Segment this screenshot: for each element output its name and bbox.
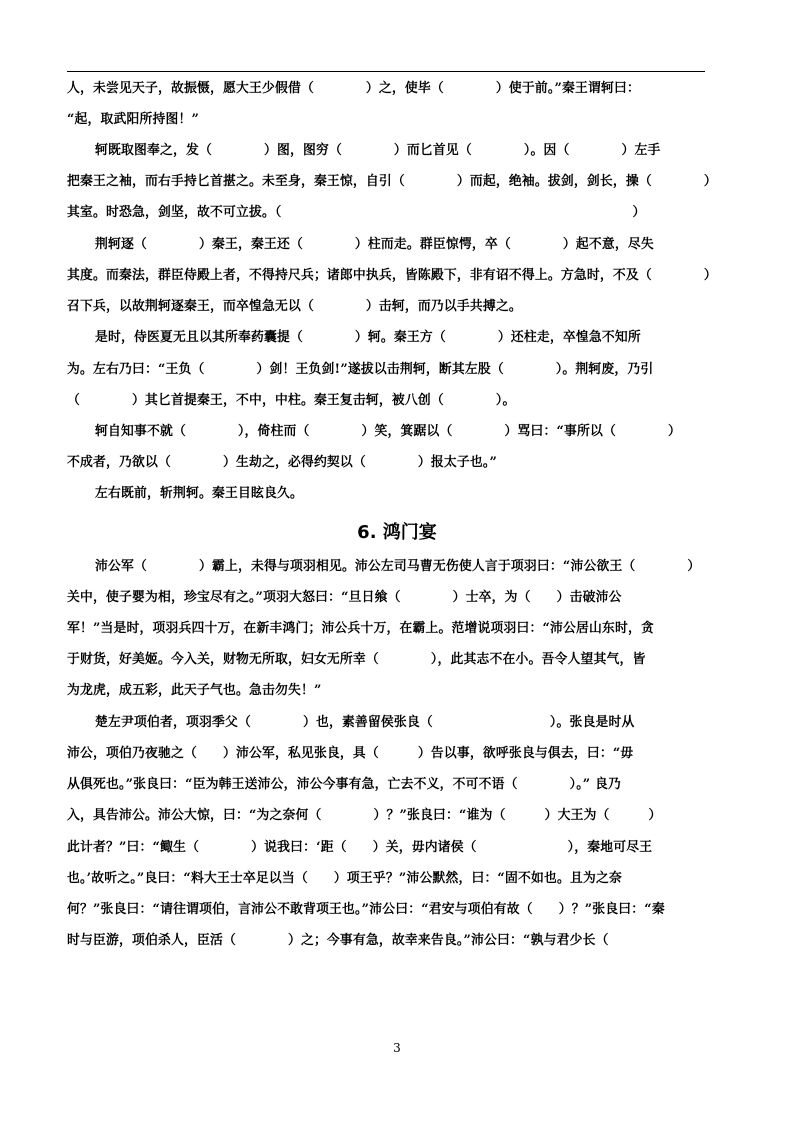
text-line: 于财货，好美姬。今入关，财物无所取，妇女无所幸（ ），此其志不在小。吾令人望其气，皆	[67, 652, 646, 667]
text-line: 关中，使子婴为相，珍宝尽有之。”项羽大怒曰：“旦日飨（ ）士卒，为（ ）击破沛公	[67, 590, 622, 605]
header-rule	[67, 71, 705, 72]
text-line: 其室。时恐急，剑坚，故不可立拔。（ ）	[67, 205, 646, 220]
text-line: “起，取武阳所持图！”	[67, 112, 200, 127]
text-line: 召下兵，以故荆轲逐秦王，而卒惶急无以（ ）击轲，而乃以手共搏之。	[67, 299, 522, 314]
text-line: 不成者，乃欲以（ ）生劫之，必得约契以（ ）报太子也。”	[67, 455, 498, 470]
text-line: 人，未尝见天子，故振慑，愿大王少假借（ ）之，使毕（ ）使于前。”秦王谓轲曰：	[67, 81, 641, 96]
text-line: 也。’故听之。”良曰：“料大王士卒足以当（ ）项王乎？”沛公默然，曰：“固不如也。且为之奈	[67, 871, 622, 886]
text-line: 是时，侍医夏无且以其所奉药囊提（ ）轲。秦王方（ ）还柱走，卒惶急不知所	[95, 330, 641, 345]
text-line: 楚左尹项伯者，项羽季父（ ）也，素善留侯张良（ ）。张良是时从	[95, 715, 635, 730]
text-line: 从俱死也。”张良曰：“臣为韩王送沛公，沛公今事有急，亡去不义，不可不语（ ）。” 良乃	[67, 777, 622, 792]
text-line: （ ）其匕首提秦王，不中，中柱。秦王复击轲，被八创（ ）。	[67, 393, 516, 408]
text-line: 此计者？”曰：“鲰生（ ）说我曰：‘距（ ）关，毋内诸侯（ ），秦地可尽王	[67, 840, 653, 855]
page-number: 3	[393, 1041, 401, 1055]
text-line: 入，具告沛公。沛公大惊，曰：“为之奈何（ ）？”张良曰：“谁为（ ）大王为（ ）	[67, 808, 662, 823]
section-title: 6. 鸿门宴	[357, 522, 437, 543]
text-line: 为龙虎，成五彩，此天子气也。急击勿失！”	[67, 683, 322, 698]
text-line: 为。左右乃曰：“王负（ ）剑！王负剑!”遂拔以击荆轲，断其左股（ ）。荆轲废，乃引	[67, 362, 654, 377]
text-line: 时与臣游，项伯杀人，臣活（ ）之；今事有急，故幸来告良。”沛公曰：“孰与君少长（	[67, 933, 609, 948]
text-line: 轲既取图奉之，发（ ）图，图穷（ ）而匕首见（ ）。因（ ）左手	[95, 143, 661, 158]
text-line: 何？”张良曰：“请往谓项伯，言沛公不敢背项王也。”沛公曰：“君安与项伯有故（ ）？”张良曰：“秦	[67, 902, 665, 917]
text-line: 沛公，项伯乃夜驰之（ ）沛公军，私见张良，具（ ）告以事，欲呼张良与俱去，曰：“毋	[67, 746, 634, 761]
text-line: 荆轲逐（ ）秦王，秦王还（ ）柱而走。群臣惊愕，卒（ ）起不意，尽失	[95, 237, 654, 252]
text-line: 轲自知事不就（ ），倚柱而（ ）笑，箕踞以（ ）骂曰：“事所以（ ）	[95, 424, 682, 439]
text-line: 把秦王之袖，而右手持匕首揕之。未至身，秦王惊，自引（ ）而起，绝袖。拔剑，剑长，操（ ）	[67, 174, 717, 189]
text-line: 军！”当是时，项羽兵四十万，在新丰鸿门；沛公兵十万，在霸上。范增说项羽曰：“沛公居山东时，贪	[67, 621, 654, 636]
text-line: 沛公军（ ）霸上，未得与项羽相见。沛公左司马曹无伤使人言于项羽曰：“沛公欲王（ ）	[95, 559, 701, 574]
text-line: 其度。而秦法，群臣侍殿上者，不得持尺兵；诸郎中执兵，皆陈殿下，非有诏不得上。方急时，不及（ ）	[67, 268, 717, 283]
text-line: 左右既前，斩荆轲。秦王目眩良久。	[95, 486, 303, 501]
